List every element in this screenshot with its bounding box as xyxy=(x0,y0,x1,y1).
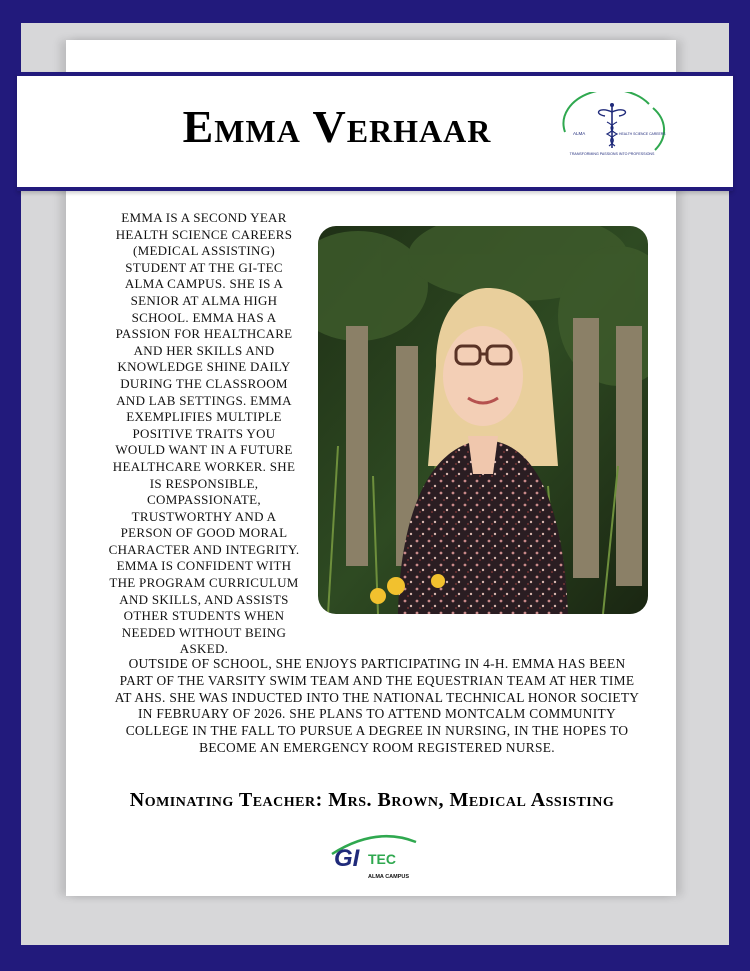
student-photo xyxy=(318,226,648,614)
student-bio: EMMA IS A SECOND YEAR HEALTH SCIENCE CAREERS (MEDICAL ASSISTING) STUDENT AT THE GI-TEC ALMA CAMPUS. SHE IS A SENIOR AT ALMA HIGH SCHOOL. EMMA HAS A PASSION FOR HEALTHCARE AND HER SKILLS AND KNOWLEDGE SHINE DAILY DURING THE CLASSROOM AND LAB SETTINGS. EMMA EXEMPLIFIES MULTIPLE POSITIVE TRAITS YOU WOULD WANT IN A FUTURE HEALTHCARE WORKER. SHE IS RESPONSIBLE, COMPASSIONATE, TRUSTWORTHY AND A PERSON OF GOOD MORAL CHARACTER AND INTEGRITY. EMMA IS CONFIDENT WITH THE PROGRAM CURRICULUM AND SKILLS, AND ASSISTS OTHER STUDENTS WHEN NEEDED WITHOUT BEING ASKED. xyxy=(108,210,300,657)
caduceus-icon xyxy=(599,103,626,148)
gitec-alma-campus-logo xyxy=(326,832,426,882)
name-banner xyxy=(17,72,733,191)
outside-activities-text: OUTSIDE OF SCHOOL, SHE ENJOYS PARTICIPATING IN 4-H. EMMA HAS BEEN PART OF THE VARSITY SWIM TEAM AND THE EQUESTRIAN TEAM AT HER TIME AT AHS. SHE WAS INDUCTED INTO THE NATIONAL TECHNICAL HONOR SOCIETY IN FEBRUARY OF 2026. SHE PLANS TO ATTEND MONTCALM COMMUNITY COLLEGE IN THE FALL TO PURSUE A DEGREE IN NURSING, IN THE HOPES TO BECOME AN EMERGENCY ROOM REGISTERED NURSE. xyxy=(114,656,640,755)
logo-tec-text: TEC xyxy=(368,851,396,867)
student-name: Emma Verhaar xyxy=(182,101,492,152)
logo-school-text: ALMA xyxy=(573,131,586,136)
health-science-careers-logo xyxy=(557,92,667,170)
nominating-teacher: Nominating Teacher: Mrs. Brown, Medical Assisting xyxy=(129,789,615,811)
logo-campus-text: ALMA CAMPUS xyxy=(368,874,410,880)
logo-gi-text: GI xyxy=(334,845,360,872)
logo-tagline-text: TRANSFORMING PASSIONS INTO PROFESSIONS xyxy=(569,152,655,156)
logo-program-text: HEALTH SCIENCE CAREERS xyxy=(619,132,666,136)
